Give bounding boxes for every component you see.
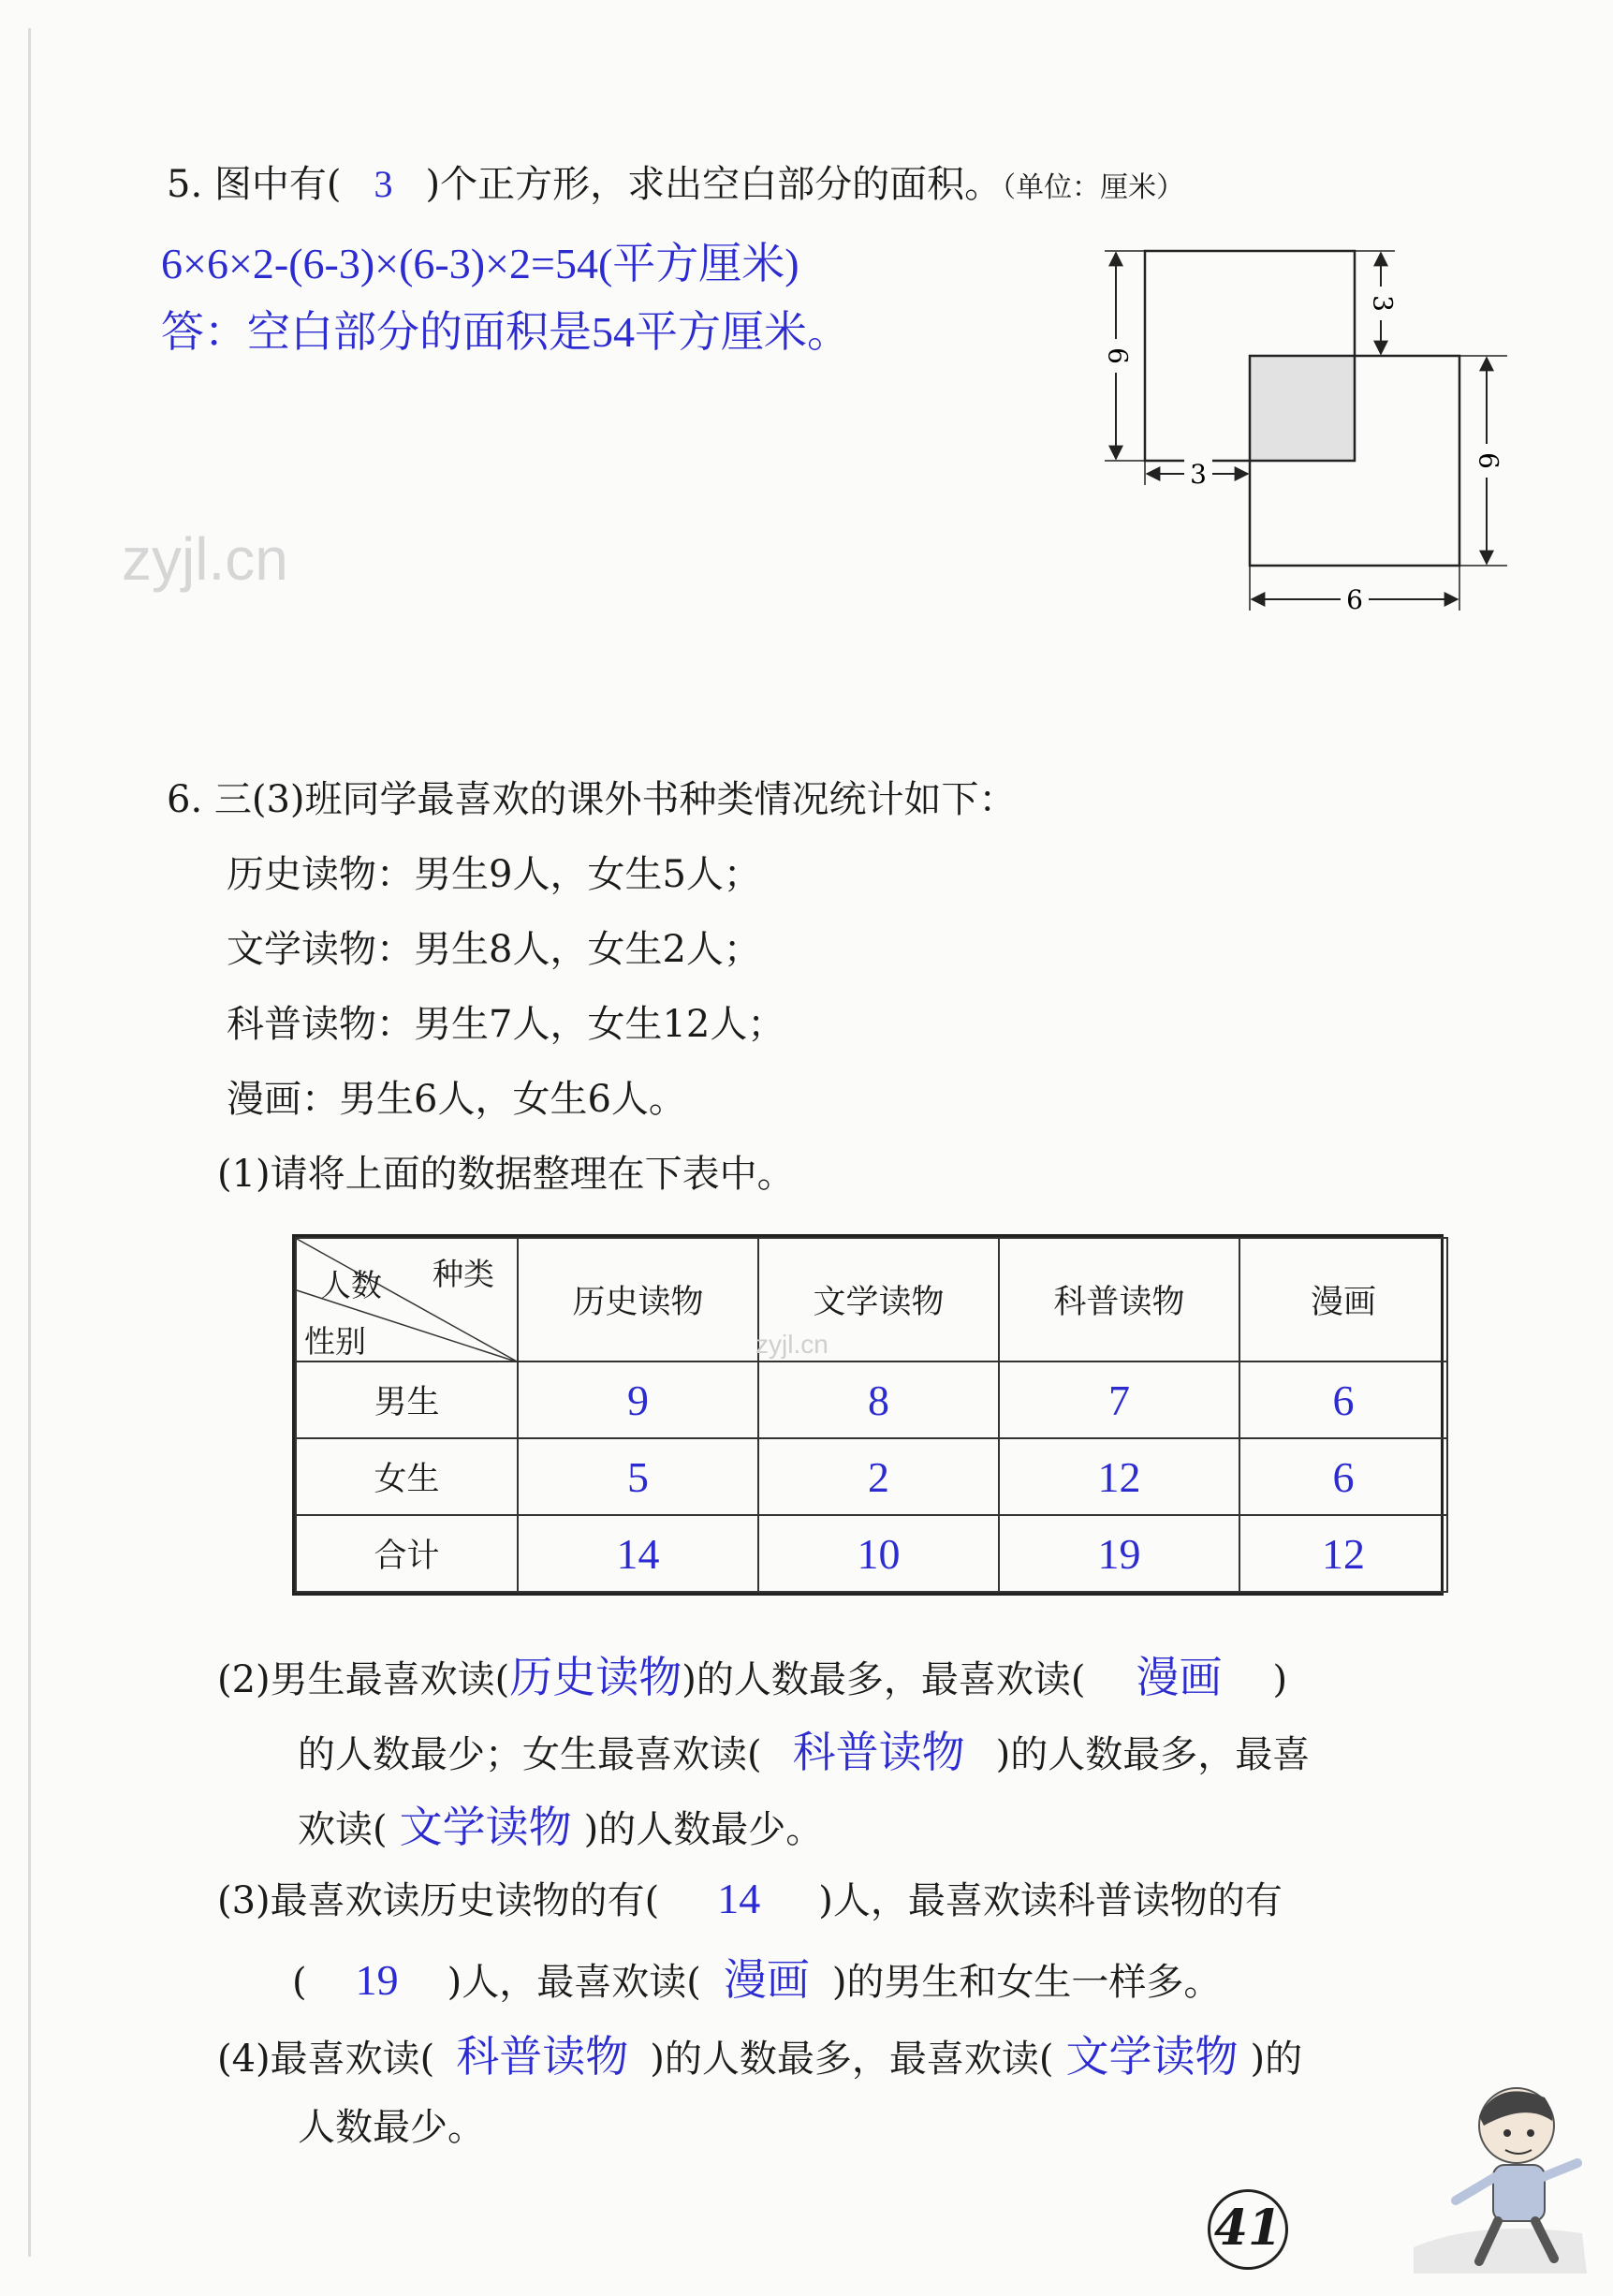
cell-girls-literature: 2 xyxy=(758,1438,999,1515)
cartoon-boy-illustration xyxy=(1404,2060,1591,2275)
text: ( xyxy=(292,1961,307,2004)
q6-data-line-literature: 文学读物：男生8人，女生2人； xyxy=(227,928,761,971)
q6-intro: 6. 三(3)班同学最喜欢的课外书种类情况统计如下： xyxy=(167,778,1017,821)
answer-history-total: 14 xyxy=(717,1875,761,1922)
answer-girls-least: 文学读物 xyxy=(399,1803,572,1851)
answer-boys-least: 漫画 xyxy=(1136,1654,1223,1701)
text: ) xyxy=(1272,1658,1288,1701)
overlap-square xyxy=(1250,356,1355,461)
row-label-total: 合计 xyxy=(296,1515,518,1592)
table-corner-cell xyxy=(296,1238,518,1361)
q6-part4-line1 xyxy=(217,2023,1302,2084)
q6-part4-line2: 人数最少。 xyxy=(298,2106,485,2149)
q5-question-line xyxy=(167,155,1184,208)
text: 欢读( xyxy=(298,1808,388,1851)
watermark-table: zyjl.cn xyxy=(755,1330,828,1359)
cell-girls-history: 5 xyxy=(518,1438,758,1515)
answer-science-total: 19 xyxy=(355,1956,399,2004)
cell-total-science: 19 xyxy=(999,1515,1239,1592)
text: )人，最喜欢读科普读物的有 xyxy=(818,1879,1283,1922)
table-header-row xyxy=(296,1238,1447,1361)
q5-prefix: 5. 图中有( xyxy=(167,163,342,206)
text: 的人数最少；女生最喜欢读( xyxy=(298,1733,762,1776)
q5-unit-note: （单位：厘米） xyxy=(1002,171,1185,204)
cell-total-history: 14 xyxy=(518,1515,758,1592)
answer-overall-least: 文学读物 xyxy=(1065,2033,1239,2081)
cell-girls-science: 12 xyxy=(999,1438,1239,1515)
text: (3)最喜欢读历史读物的有( xyxy=(217,1879,660,1922)
cell-girls-comics: 6 xyxy=(1239,1438,1447,1515)
cell-boys-literature: 8 xyxy=(758,1361,999,1438)
text: )的 xyxy=(1250,2038,1303,2081)
row-label-boys: 男生 xyxy=(296,1361,518,1438)
page-number: 41 xyxy=(1208,2189,1288,2270)
table-row xyxy=(296,1515,1447,1592)
text: )的人数最多，最喜欢读( xyxy=(650,2038,1054,2081)
header-literature: 文学读物 xyxy=(758,1238,999,1361)
cell-boys-science: 7 xyxy=(999,1361,1239,1438)
text: )的人数最少。 xyxy=(583,1808,824,1851)
corner-label-kind: 种类 xyxy=(433,1256,494,1292)
answer-equal-category: 漫画 xyxy=(723,1956,810,2004)
label-bottom-offset: 3 xyxy=(1190,459,1207,490)
corner-label-count: 人数 xyxy=(320,1267,382,1303)
header-comics: 漫画 xyxy=(1239,1238,1447,1361)
q6-data-line-history: 历史读物：男生9人，女生5人； xyxy=(227,853,761,896)
text: (2)男生最喜欢读( xyxy=(217,1658,510,1701)
text: )的男生和女生一样多。 xyxy=(831,1961,1222,2004)
answer-boys-most: 历史读物 xyxy=(509,1654,682,1701)
cell-total-comics: 12 xyxy=(1239,1515,1447,1592)
q6-data-line-science: 科普读物：男生7人，女生12人； xyxy=(227,1003,785,1046)
table-row xyxy=(296,1361,1447,1438)
page-margin-line xyxy=(28,28,31,2257)
header-history: 历史读物 xyxy=(518,1238,758,1361)
text: (4)最喜欢读( xyxy=(217,2038,435,2081)
stats-table xyxy=(292,1234,1444,1596)
cell-boys-comics: 6 xyxy=(1239,1361,1447,1438)
label-left-side: 6 xyxy=(1102,347,1134,364)
q6-part1: (1)请将上面的数据整理在下表中。 xyxy=(217,1153,795,1196)
cell-total-literature: 10 xyxy=(758,1515,999,1592)
text: )的人数最多，最喜 xyxy=(995,1733,1311,1776)
q5-suffix: )个正方形，求出空白部分的面积。 xyxy=(425,163,1003,206)
q6-part2-line1 xyxy=(217,1643,1287,1705)
text: )的人数最多，最喜欢读( xyxy=(682,1658,1086,1701)
q5-answer-sentence: 答：空白部分的面积是54平方厘米。 xyxy=(161,308,850,356)
q6-part2-line2 xyxy=(298,1718,1310,1780)
table-row xyxy=(296,1438,1447,1515)
label-top-gap: 3 xyxy=(1367,295,1399,312)
label-bottom-side: 6 xyxy=(1346,584,1363,615)
row-label-girls: 女生 xyxy=(296,1438,518,1515)
squares-diagram xyxy=(1011,234,1504,627)
watermark-main: zyjl.cn xyxy=(122,525,288,593)
q5-count-answer: 3 xyxy=(374,163,393,205)
answer-girls-most: 科普读物 xyxy=(792,1729,965,1776)
q6-part3-line1 xyxy=(217,1871,1283,1924)
text: )人，最喜欢读( xyxy=(447,1961,701,2004)
label-right-side: 6 xyxy=(1473,452,1504,469)
q6-part3-line2 xyxy=(292,1946,1221,2008)
answer-overall-most: 科普读物 xyxy=(456,2033,629,2081)
corner-label-gender: 性别 xyxy=(304,1323,366,1360)
q6-part2-line3 xyxy=(298,1793,823,1855)
q6-data-line-comics: 漫画：男生6人，女生6人。 xyxy=(227,1078,686,1121)
q5-formula: 6×6×2-(6-3)×(6-3)×2=54(平方厘米) xyxy=(161,240,799,287)
header-science: 科普读物 xyxy=(999,1238,1239,1361)
cell-boys-history: 9 xyxy=(518,1361,758,1438)
